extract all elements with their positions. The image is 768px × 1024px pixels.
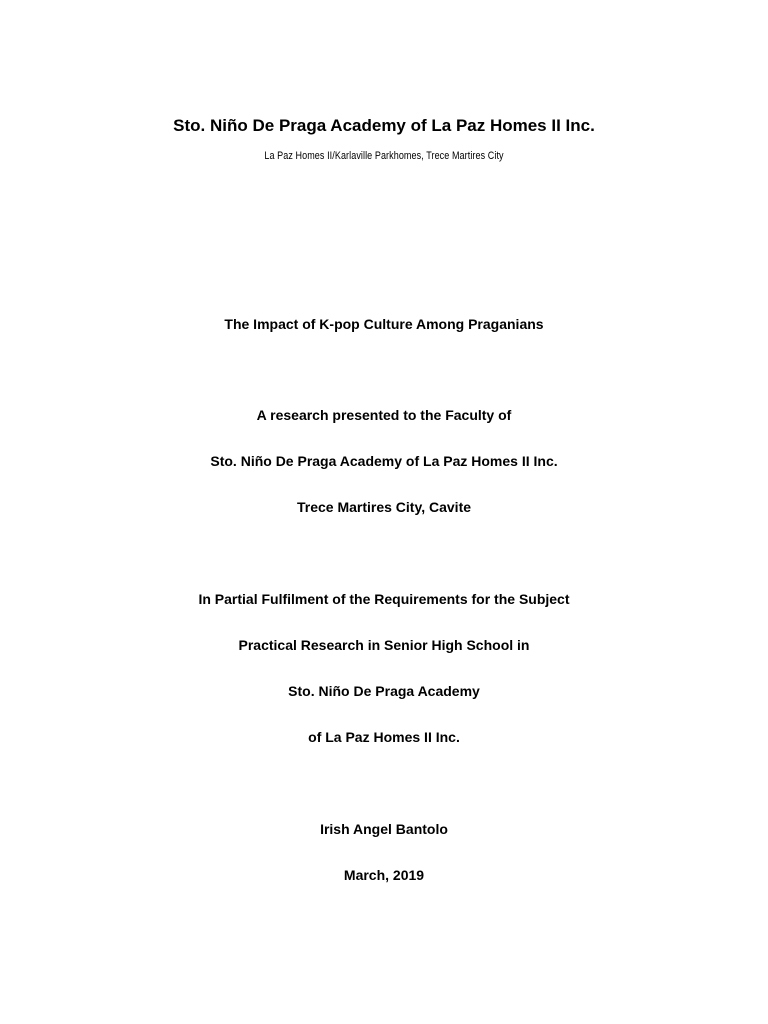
school-address: La Paz Homes II/Karlaville Parkhomes, Trece Martires City	[264, 150, 504, 162]
submission-date: March, 2019	[343, 867, 425, 883]
research-title: The Impact of K-pop Culture Among Praganians	[224, 316, 544, 332]
presentation-line-2: Sto. Niño De Praga Academy of La Paz Homes II Inc.	[210, 453, 558, 469]
author-name: Irish Angel Bantolo	[320, 821, 448, 837]
fulfilment-line-1: In Partial Fulfilment of the Requirements for the Subject	[198, 591, 570, 607]
fulfilment-line-3: Sto. Niño De Praga Academy	[288, 683, 480, 699]
fulfilment-line-4: of La Paz Homes II Inc.	[308, 729, 460, 745]
school-name-heading: Sto. Niño De Praga Academy of La Paz Homes II Inc.	[173, 116, 595, 135]
fulfilment-line-2: Practical Research in Senior High School in	[238, 637, 530, 653]
presentation-line-1: A research presented to the Faculty of	[256, 407, 512, 423]
presentation-line-3: Trece Martires City, Cavite	[296, 499, 472, 515]
